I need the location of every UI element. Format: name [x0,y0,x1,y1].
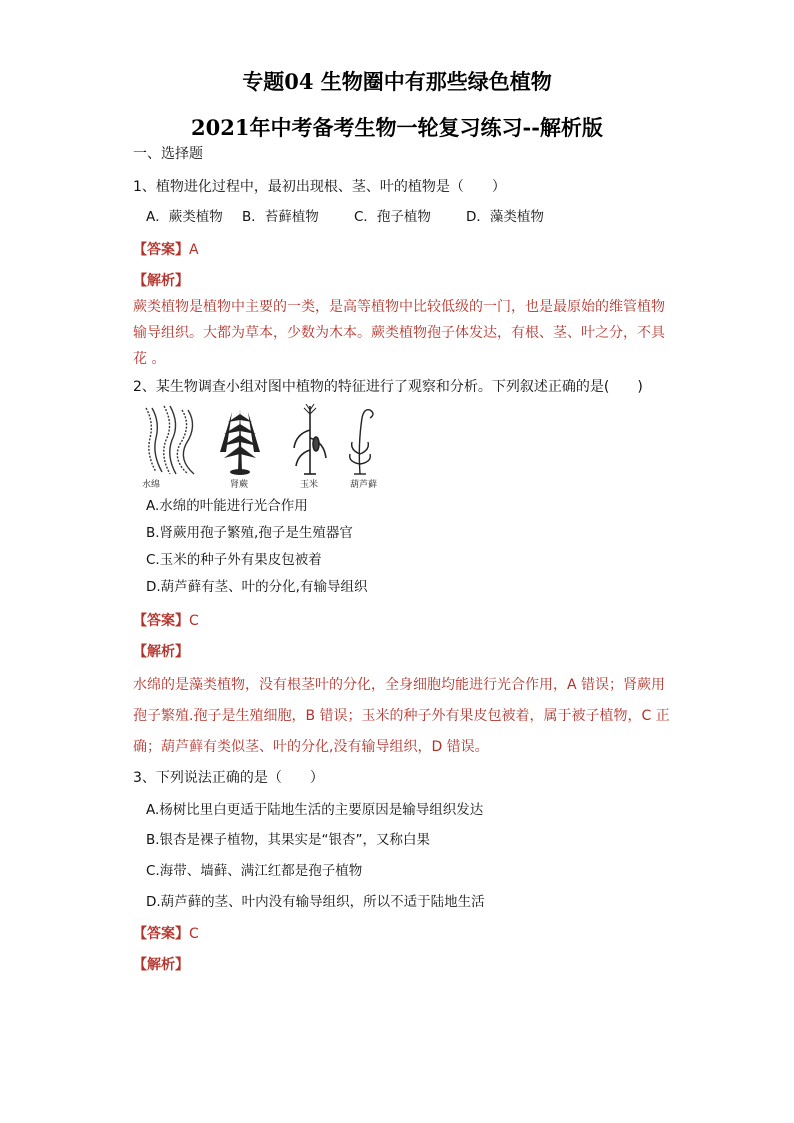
q2-analysis-line: 确；葫芦藓有类似茎、叶的分化,没有输导组织，D 错误。 [133,739,489,755]
question-2-stem: 2、某生物调查小组对图中植物的特征进行了观察和分析。下列叙述正确的是( ) [133,379,643,395]
q3-option-d: D.葫芦藓的茎、叶内没有输导组织，所以不适于陆地生活 [146,894,485,910]
question-1-stem: 1、植物进化过程中，最初出现根、茎、叶的植物是（ ） [133,179,506,195]
q1-option-c: C．孢子植物 [354,209,431,225]
q3-analysis-label: 【解析】 [133,957,189,973]
q3-option-a: A.杨树比里白更适于陆地生活的主要原因是输导组织发达 [146,802,484,818]
moss-drawing [350,410,373,474]
q2-option-a: A.水绵的叶能进行光合作用 [146,498,308,514]
corn-drawing [294,404,326,474]
spirogyra-drawing [146,406,194,474]
figure-label-corn: 玉米 [300,480,319,490]
q1-answer [133,240,199,260]
fern-drawing [220,408,260,475]
q1-option-a: A．蕨类植物 [146,209,223,225]
figure-label-fern: 肾蕨 [230,480,249,490]
question-3-stem: 3、下列说法正确的是（ ） [133,770,324,786]
q3-answer-value: C [189,926,199,942]
section-label: 一、选择题 [133,146,203,162]
q2-answer-label: 【答案】 [133,613,189,629]
q2-analysis-line: 孢子繁殖.孢子是生殖细胞，B 错误；玉米的种子外有果皮包被着，属于被子植物，C 正 [133,708,670,724]
q1-analysis-line: 蕨类植物是植物中主要的一类，是高等植物中比较低级的一门，也是最原始的维管植物 [133,299,665,315]
q3-option-c: C.海带、墙藓、满江红都是孢子植物 [146,863,363,879]
document-subtitle: 2021年中考备考生物一轮复习练习--解析版 [191,115,603,140]
q3-answer [133,924,199,944]
q1-option-b: B．苔藓植物 [242,209,319,225]
q2-analysis-line: 水绵的是藻类植物，没有根茎叶的分化，全身细胞均能进行光合作用，A 错误；肾蕨用 [133,677,666,693]
q2-answer-value: C [189,613,199,629]
q2-analysis-label: 【解析】 [133,644,189,660]
q1-analysis-label: 【解析】 [133,273,189,289]
q1-answer-label: 【答案】 [133,242,189,258]
q1-option-d: D．藻类植物 [466,209,544,225]
q3-answer-label: 【答案】 [133,926,189,942]
plant-figure [140,404,390,492]
q1-analysis-line: 花 。 [133,351,166,367]
q3-option-b: B.银杏是裸子植物，其果实是“银杏”，又称白果 [146,832,431,848]
q1-answer-value: A [189,242,199,258]
q2-option-c: C.玉米的种子外有果皮包被着 [146,552,322,568]
figure-label-moss: 葫芦藓 [350,480,378,490]
plant-illustrations [140,404,390,476]
q2-answer [133,611,199,631]
q2-option-d: D.葫芦藓有茎、叶的分化,有输导组织 [146,579,368,595]
figure-label-spirogyra: 水绵 [142,480,161,490]
document-title: 专题04 生物圈中有那些绿色植物 [242,69,552,94]
question-1-options [146,207,544,227]
q2-option-b: B.肾蕨用孢子繁殖,孢子是生殖器官 [146,525,353,541]
q1-analysis-line: 输导组织。大都为草本，少数为木本。蕨类植物孢子体发达，有根、茎、叶之分，不具 [133,325,665,341]
